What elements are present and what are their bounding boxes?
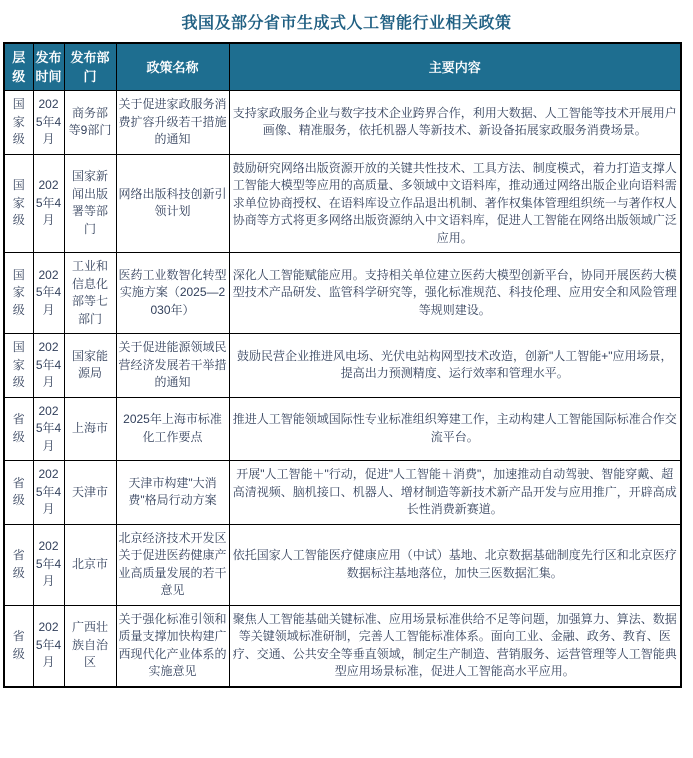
cell-content: 深化人工智能赋能应用。支持相关单位建立医药大模型创新平台，协同开展医药大模型技术产品研发、监管科学研究等，强化标准规范、科技伦理、应用安全和风险管理等规则建设。	[229, 253, 681, 334]
cell-date: 2025年4月	[33, 605, 64, 687]
cell-dept: 国家能源局	[64, 334, 116, 398]
cell-policy: 2025年上海市标准化工作要点	[116, 397, 229, 461]
cell-dept: 北京市	[64, 524, 116, 605]
policy-table-body	[4, 91, 681, 687]
cell-policy: 北京经济技术开发区关于促进医药健康产业高质量发展的若干意见	[116, 524, 229, 605]
cell-content: 鼓励研究网络出版资源开放的关键共性技术、工具方法、制度模式，着力打造支撑人工智能大模型等应用的高质量、多领域中文语料库，推动通过网络出版企业向语料需求单位协商授权、在语料库设立作品退出机制、著作权集体管理组织统一与著作权人协商等方式将更多网络出版资源纳入中文语料库，促进人工智能在网络出版领域广泛应用。	[229, 154, 681, 253]
cell-level: 国家级	[4, 334, 33, 398]
table-row	[4, 91, 681, 155]
cell-dept: 上海市	[64, 397, 116, 461]
policy-table	[3, 42, 682, 688]
header-row	[4, 43, 681, 91]
cell-dept: 天津市	[64, 461, 116, 525]
table-row	[4, 461, 681, 525]
cell-date: 2025年4月	[33, 334, 64, 398]
cell-date: 2025年4月	[33, 91, 64, 155]
cell-level: 省级	[4, 605, 33, 687]
page-title: 我国及部分省市生成式人工智能行业相关政策	[181, 15, 512, 32]
cell-content: 聚焦人工智能基础关键标准、应用场景标准供给不足等问题，加强算力、算法、数据等关键领域标准研制，完善人工智能标准体系。面向工业、金融、政务、教育、医疗、交通、公共安全等垂直领域，制定生产制造、营销服务、运营管理等人工智能典型应用场景标准，促进人工智能高水平应用。	[229, 605, 681, 687]
col-header-policy: 政策名称	[116, 43, 229, 91]
cell-content: 开展"人工智能＋"行动，促进"人工智能＋消费"，加速推动自动驾驶、智能穿戴、超高清视频、脑机接口、机器人、增材制造等新技术新产品开发与应用推广，开辟高成长性消费新赛道。	[229, 461, 681, 525]
cell-policy: 医药工业数智化转型实施方案（2025—2030年）	[116, 253, 229, 334]
cell-policy: 关于强化标准引领和质量支撑加快构建广西现代化产业体系的实施意见	[116, 605, 229, 687]
table-row	[4, 397, 681, 461]
cell-level: 国家级	[4, 154, 33, 253]
cell-date: 2025年4月	[33, 461, 64, 525]
cell-level: 国家级	[4, 253, 33, 334]
cell-content: 支持家政服务企业与数字技术企业跨界合作，利用大数据、人工智能等技术开展用户画像、精准服务，依托机器人等新技术、新设备拓展家政服务消费场景。	[229, 91, 681, 155]
cell-date: 2025年4月	[33, 154, 64, 253]
policy-table-header	[4, 43, 681, 91]
cell-policy: 网络出版科技创新引领计划	[116, 154, 229, 253]
cell-level: 省级	[4, 524, 33, 605]
cell-level: 国家级	[4, 91, 33, 155]
cell-level: 省级	[4, 461, 33, 525]
cell-dept: 国家新闻出版署等部门	[64, 154, 116, 253]
cell-policy: 关于促进家政服务消费扩容升级若干措施的通知	[116, 91, 229, 155]
cell-content: 推进人工智能领域国际性专业标准组织筹建工作，主动构建人工智能国际标准合作交流平台。	[229, 397, 681, 461]
cell-level: 省级	[4, 397, 33, 461]
cell-policy: 关于促进能源领域民营经济发展若干举措的通知	[116, 334, 229, 398]
cell-date: 2025年4月	[33, 524, 64, 605]
cell-policy: 天津市构建"大消费"格局行动方案	[116, 461, 229, 525]
table-row	[4, 253, 681, 334]
cell-dept: 商务部等9部门	[64, 91, 116, 155]
cell-content: 依托国家人工智能医疗健康应用（中试）基地、北京数据基础制度先行区和北京医疗数据标注基地落位，加快三医数据汇集。	[229, 524, 681, 605]
col-header-dept: 发布部门	[64, 43, 116, 91]
table-row	[4, 524, 681, 605]
col-header-level: 层级	[4, 43, 33, 91]
cell-date: 2025年4月	[33, 397, 64, 461]
col-header-date: 发布时间	[33, 43, 64, 91]
table-row	[4, 334, 681, 398]
cell-date: 2025年4月	[33, 253, 64, 334]
col-header-content: 主要内容	[229, 43, 681, 91]
table-row	[4, 154, 681, 253]
cell-dept: 工业和信息化部等七部门	[64, 253, 116, 334]
cell-content: 鼓励民营企业推进风电场、光伏电站构网型技术改造，创新"人工智能+"应用场景，提高出力预测精度、运行效率和管理水平。	[229, 334, 681, 398]
table-row	[4, 605, 681, 687]
cell-dept: 广西壮族自治区	[64, 605, 116, 687]
